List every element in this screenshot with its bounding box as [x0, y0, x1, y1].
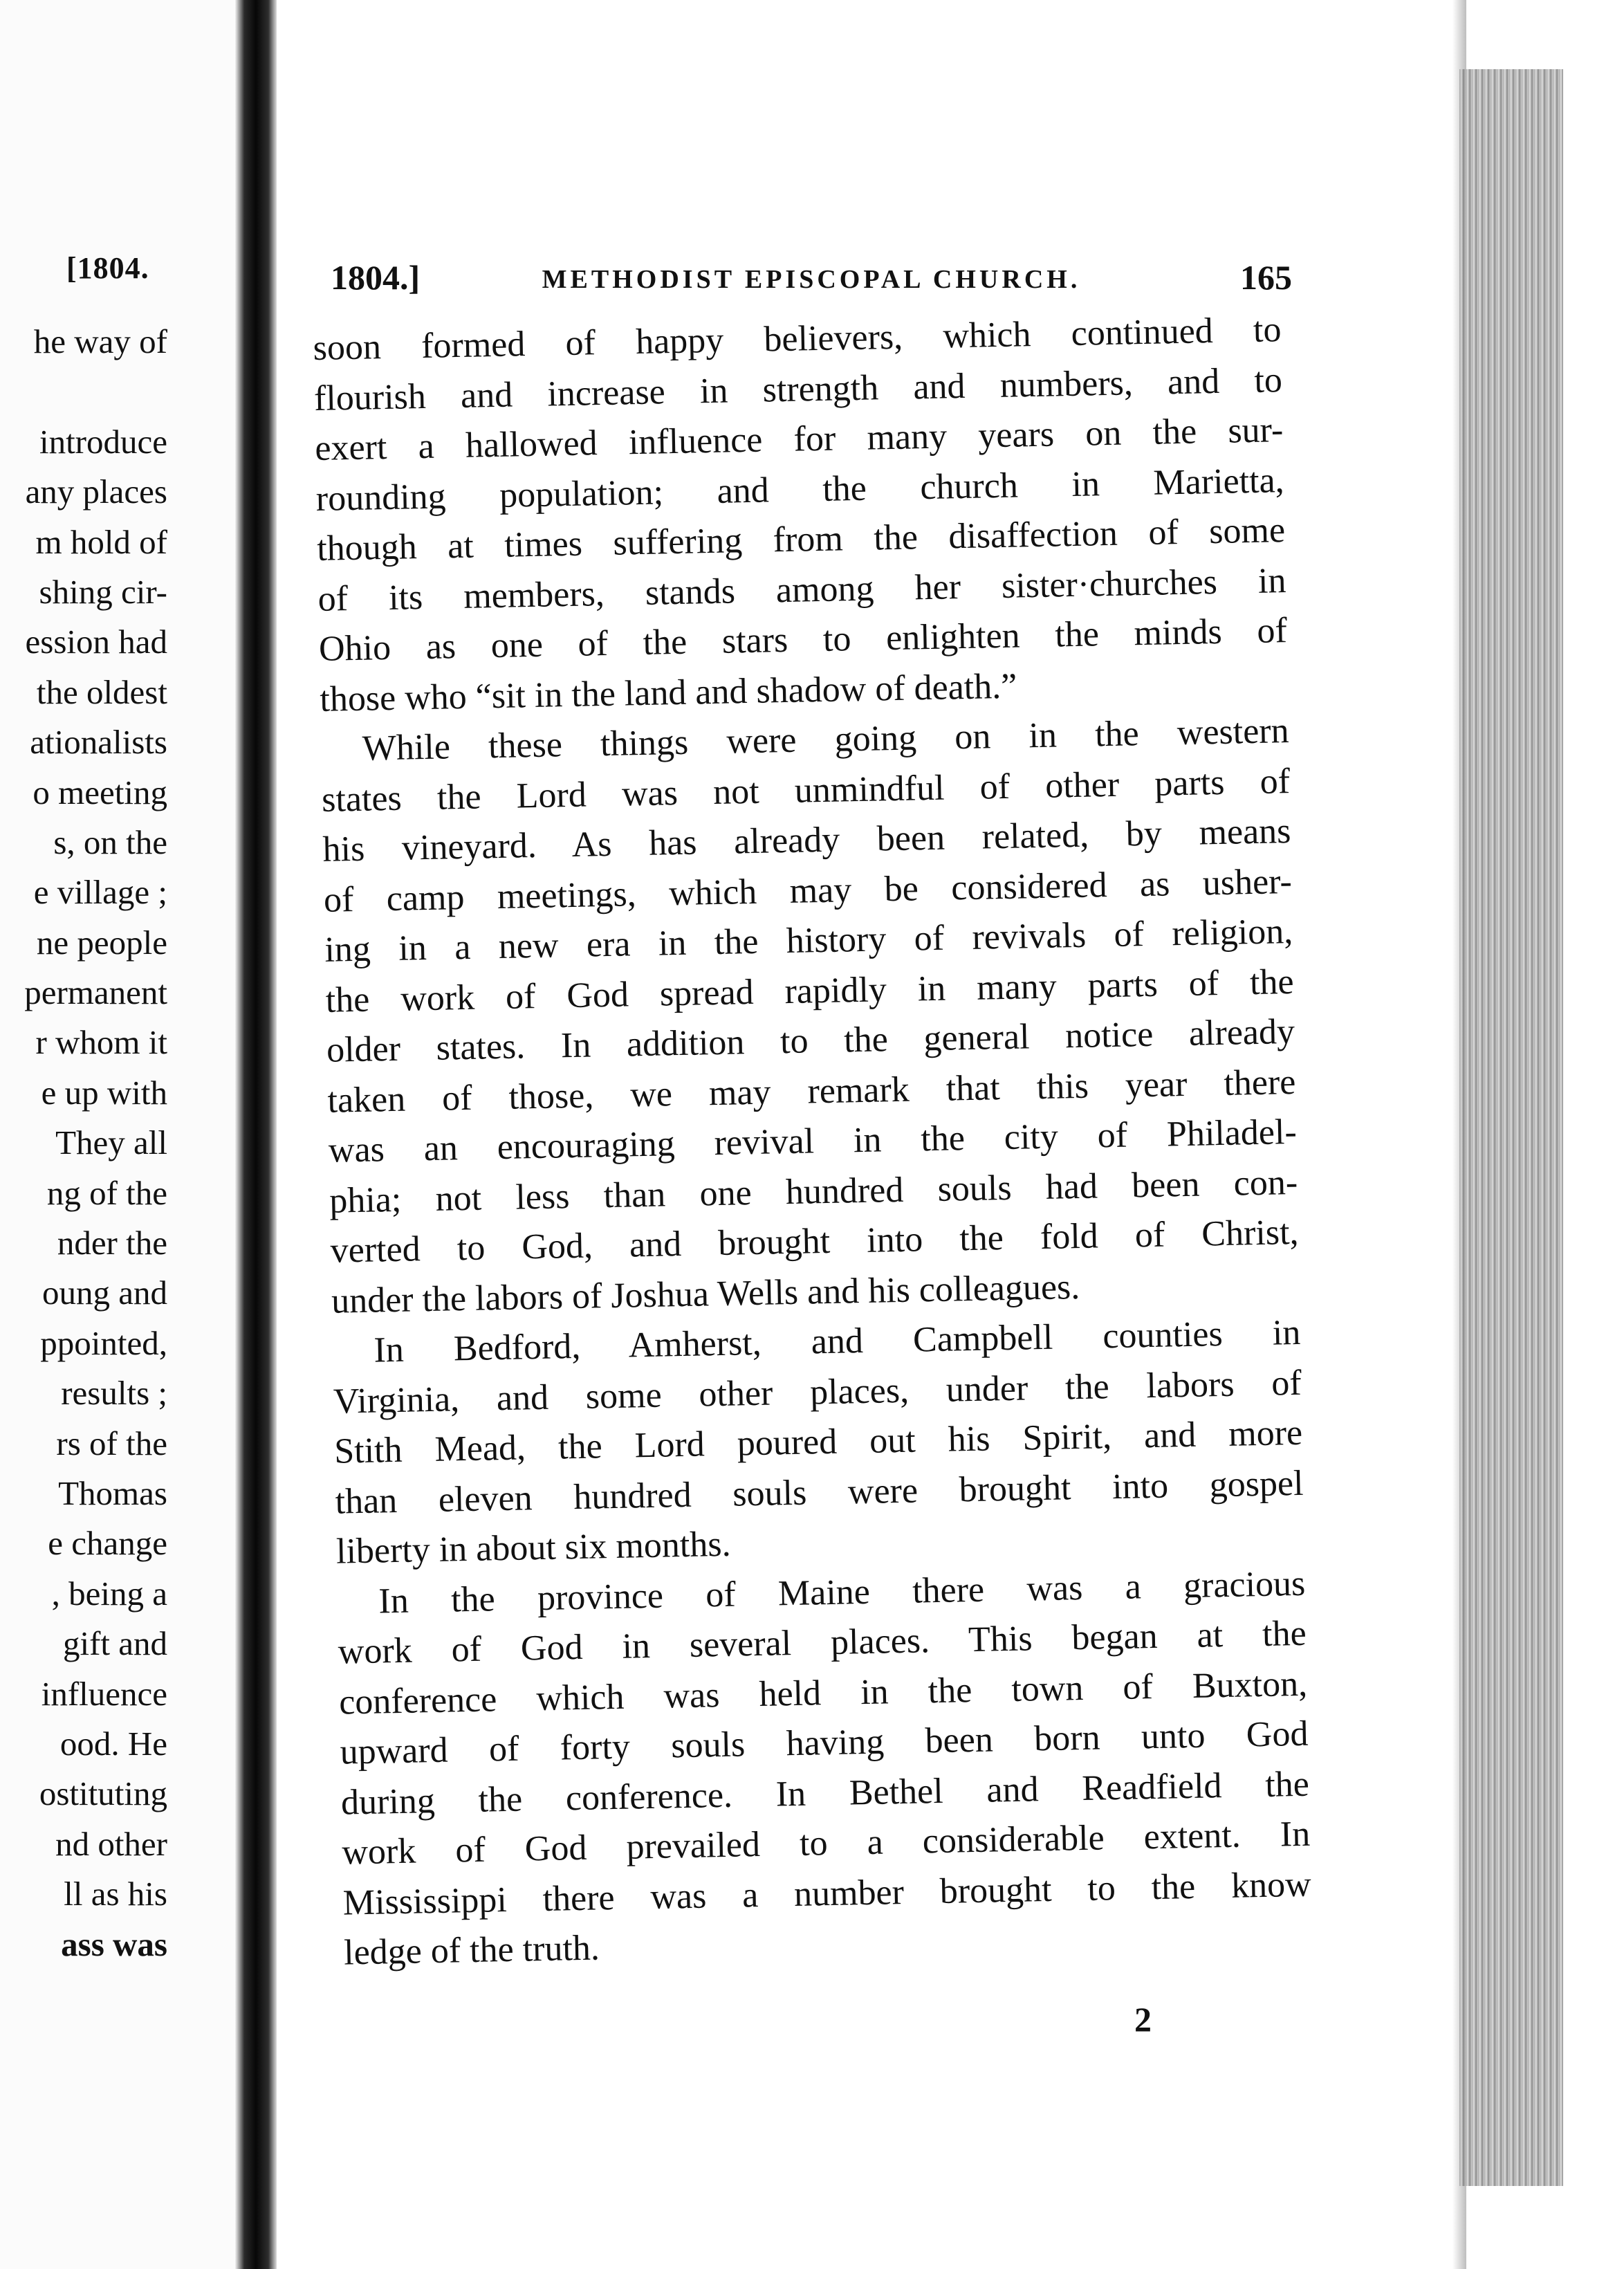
text-line: though at times suffering from the disaffection of some [316, 511, 1286, 569]
left-text-line: ng of the [46, 1173, 167, 1212]
text-line: Stith Mead, the Lord poured out his Spirit, and more [333, 1413, 1303, 1471]
text-line: phia; not less than one hundred souls had been con- [329, 1162, 1298, 1221]
text-line: of its members, stands among her sister·churches in [317, 560, 1286, 619]
left-text-line: gift and [62, 1624, 167, 1663]
left-page-text [24, 317, 167, 1969]
left-text-line: They all [55, 1123, 167, 1162]
right-page [277, 0, 1459, 2269]
left-text-line: , being a [51, 1574, 167, 1613]
text-line: flourish and increase in strength and numbers, and to [313, 360, 1283, 419]
left-text-line: o meeting [33, 773, 167, 811]
text-line: Ohio as one of the stars to enlighten the minds of [318, 611, 1288, 669]
book-fore-edge [1459, 69, 1563, 2186]
left-text-line: influence [41, 1674, 167, 1713]
left-text-line: ostituting [39, 1774, 167, 1813]
left-page-fragment [0, 0, 235, 2269]
text-line: than eleven hundred souls were brought into gospel [335, 1463, 1304, 1522]
text-line: was an encouraging revival in the city of Philadel- [328, 1112, 1298, 1170]
text-line: Mississippi there was a number brought to the know [342, 1864, 1312, 1923]
text-line: during the conference. In Bethel and Readfield the [340, 1764, 1310, 1823]
text-line: ledge of the truth. [343, 1928, 600, 1973]
text-line: While these things were going on in the western [362, 711, 1290, 769]
text-line: exert a hallowed influence for many years on the sur- [314, 410, 1284, 468]
left-text-line: ationalists [30, 723, 167, 762]
left-text-line: s, on the [53, 823, 167, 861]
text-line: taken of those, we may remark that this year there [327, 1062, 1296, 1121]
left-text-line: ne people [36, 923, 167, 962]
text-line: the work of God spread rapidly in many parts of the [325, 962, 1295, 1020]
text-line: under the labors of Joshua Wells and his colleagues. [331, 1267, 1080, 1321]
text-line: work of God prevailed to a considerable extent. In [341, 1814, 1311, 1873]
text-line: verted to God, and brought into the fold of Christ, [330, 1212, 1300, 1271]
text-line: ing in a new era in the history of revivals of religion, [324, 911, 1293, 970]
running-header [331, 257, 1292, 306]
text-line: states the Lord was not unmindful of other parts of [321, 761, 1291, 820]
header-title: METHODIST EPISCOPAL CHURCH. [542, 265, 1081, 294]
text-line: upward of forty souls having been born unto God [340, 1714, 1309, 1772]
signature-mark: 2 [1134, 2000, 1152, 2039]
left-text-line: the oldest [36, 672, 167, 711]
text-line: those who “sit in the land and shadow of death.” [319, 666, 1017, 719]
left-text-line: results ; [61, 1374, 167, 1413]
left-text-line: m hold of [35, 522, 167, 561]
text-line: older states. In addition to the general notice already [326, 1011, 1295, 1070]
left-text-line: ll as his [64, 1875, 167, 1913]
left-running-header: [1804. [66, 251, 149, 285]
left-text-line: ppointed, [40, 1323, 167, 1362]
left-text-line: e village ; [33, 873, 167, 912]
left-text-line: rs of the [56, 1424, 167, 1462]
text-line: In the province of Maine there was a gracious [378, 1563, 1306, 1622]
left-text-line: introduce [39, 422, 167, 461]
text-line: rounding population; and the church in Marietta, [315, 460, 1285, 519]
left-text-line: any places [25, 472, 167, 511]
scan-margin [1563, 0, 1624, 2269]
left-text-line: r whom it [35, 1023, 167, 1062]
left-text-line: nder the [57, 1224, 167, 1262]
text-line: In Bedford, Amherst, and Campbell counties in [373, 1312, 1301, 1370]
left-text-line: nd other [55, 1824, 167, 1863]
header-year: 1804.] [331, 258, 421, 297]
text-line: soon formed of happy believers, which continued to [313, 310, 1282, 368]
text-line: his vineyard. As has already been related, by means [322, 811, 1291, 870]
left-text-line: e change [48, 1524, 167, 1563]
book-gutter [235, 0, 277, 2269]
page-number: 165 [1240, 258, 1292, 297]
left-text-line: oung and [42, 1274, 167, 1312]
left-text-line: ass was [61, 1924, 167, 1963]
text-line: work of God in several places. This began at the [338, 1613, 1307, 1672]
text-line: Virginia, and some other places, under the labors of [333, 1363, 1302, 1422]
text-line: conference which was held in the town of Buxton, [338, 1664, 1308, 1723]
left-text-line: e up with [41, 1073, 167, 1112]
left-text-line: permanent [24, 973, 167, 1012]
left-text-line: Thomas [58, 1473, 167, 1512]
left-text-line: he way of [33, 322, 167, 360]
left-text-line: shing cir- [39, 572, 167, 611]
left-text-line [24, 367, 167, 416]
text-line: of camp meetings, which may be considered as usher- [323, 861, 1293, 920]
body-text [313, 305, 1313, 1978]
left-text-line: ood. He [59, 1724, 167, 1763]
left-text-line: ession had [25, 623, 167, 661]
text-line: liberty in about six months. [335, 1524, 732, 1572]
